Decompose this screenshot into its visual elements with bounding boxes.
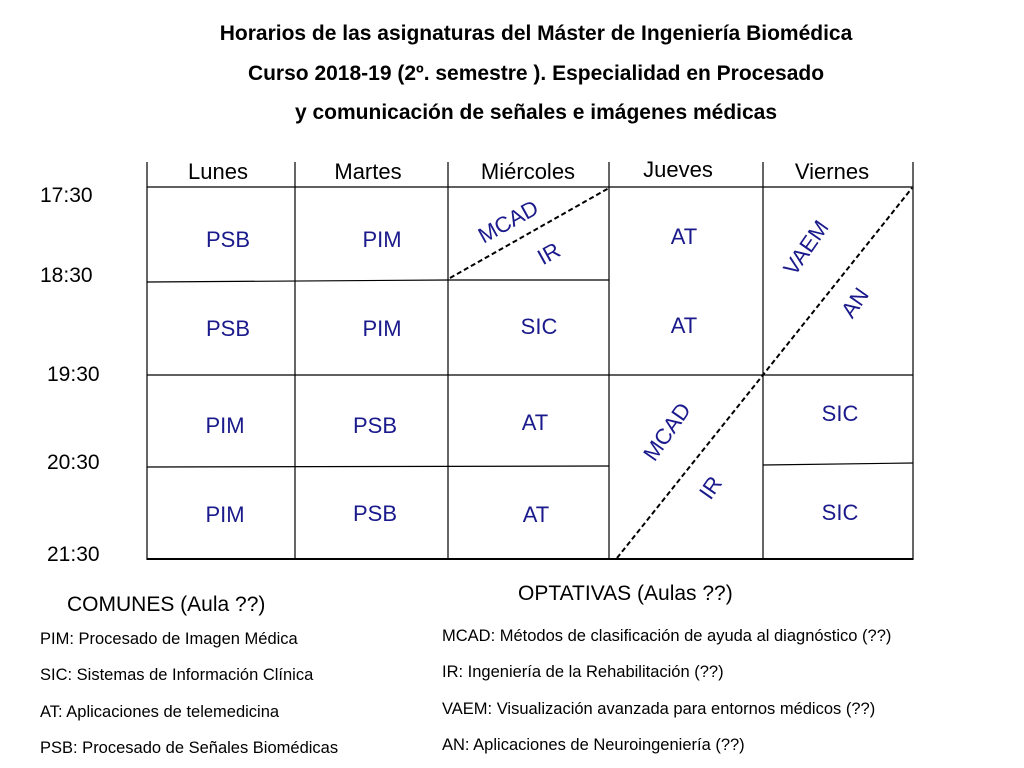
grid-row-2030-vie: [763, 463, 913, 465]
day-header-martes: Martes: [334, 159, 402, 184]
day-header-viernes: Viernes: [794, 159, 870, 184]
cell-miercoles-4: AT: [522, 502, 550, 527]
legend-optativas-an: AN: Aplicaciones de Neuroingeniería (??): [442, 736, 745, 754]
comunes-heading: COMUNES (Aula ??): [67, 593, 266, 616]
cell-martes-4: PSB: [352, 501, 398, 526]
title-line-1: Horarios de las asignaturas del Máster de Ingeniería Biomédica: [219, 22, 853, 45]
cell-martes-3: PSB: [352, 413, 398, 438]
day-header-miercoles: Miércoles: [480, 159, 576, 184]
legend-comunes-sic: SIC: Sistemas de Información Clínica: [40, 666, 314, 684]
cell-lunes-2: PSB: [205, 316, 251, 341]
cell-jueves-split-top: MCAD: [638, 398, 696, 466]
cell-jueves-1: AT: [670, 224, 698, 249]
legend-comunes-pim: PIM: Procesado de Imagen Médica: [40, 630, 298, 648]
cell-viernes-split-bottom: AN: [835, 283, 874, 323]
optativas-heading: OPTATIVAS (Aulas ??): [518, 582, 733, 605]
cell-lunes-3: PIM: [205, 413, 245, 438]
time-1730: 17:30: [40, 184, 93, 207]
time-1930: 19:30: [47, 363, 100, 386]
cell-lunes-4: PIM: [205, 502, 245, 527]
cell-jueves-split-bottom: IR: [694, 471, 728, 504]
time-1830: 18:30: [40, 264, 93, 287]
cell-viernes-split-top: VAEM: [778, 215, 834, 280]
cell-miercoles-split-top: MCAD: [473, 194, 543, 249]
day-header-lunes: Lunes: [188, 159, 248, 184]
cell-martes-1: PIM: [362, 227, 402, 252]
legend-optativas-vaem: VAEM: Visualización avanzada para entornos médicos (??): [442, 700, 876, 718]
cell-viernes-4: SIC: [821, 500, 859, 525]
legend-optativas-ir: IR: Ingeniería de la Rehabilitación (??): [442, 663, 724, 681]
cell-viernes-3: SIC: [821, 401, 859, 426]
time-2130: 21:30: [47, 543, 100, 566]
legend-optativas-mcad: MCAD: Métodos de clasificación de ayuda al diagnóstico (??): [442, 627, 892, 645]
legend-comunes-psb: PSB: Procesado de Señales Biomédicas: [40, 739, 339, 757]
cell-martes-2: PIM: [362, 316, 402, 341]
cell-miercoles-3: AT: [521, 410, 549, 435]
title-line-2: Curso 2018-19 (2º. semestre ). Especialidad en Procesado: [247, 62, 825, 85]
legend-comunes-at: AT: Aplicaciones de telemedicina: [40, 703, 280, 721]
grid-row-1830: [147, 280, 448, 282]
cell-jueves-2: AT: [670, 313, 698, 338]
time-2030: 20:30: [47, 451, 100, 474]
cell-miercoles-split-bottom: IR: [533, 237, 565, 270]
cell-lunes-1: PSB: [205, 227, 251, 252]
day-header-jueves: Jueves: [643, 157, 713, 182]
cell-miercoles-2: SIC: [520, 314, 558, 339]
grid-row-2030: [147, 466, 609, 467]
title-line-3: y comunicación de señales e imágenes médicas: [294, 101, 778, 124]
